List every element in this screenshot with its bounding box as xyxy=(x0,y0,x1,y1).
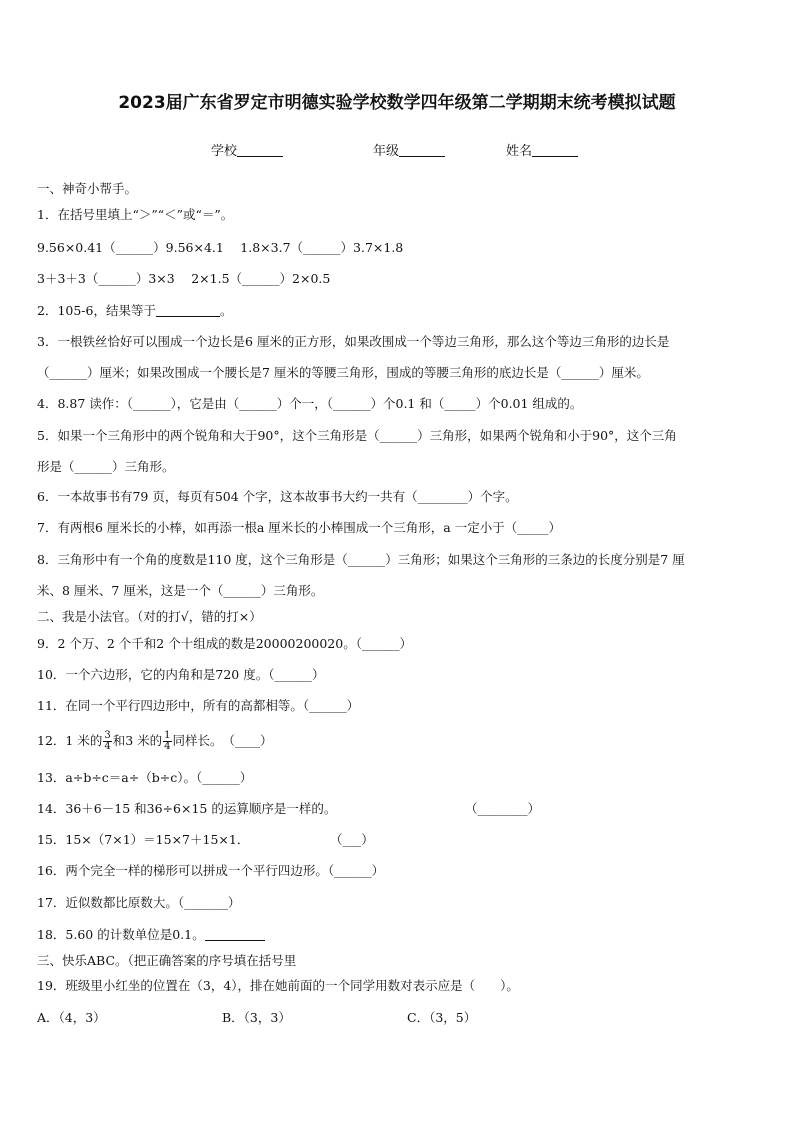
question-13: 13．a÷b÷c＝a÷（b÷c）。（______） xyxy=(37,770,253,785)
name-label: 姓名 xyxy=(506,144,533,159)
section-1-heading: 一、神奇小帮手。 xyxy=(37,181,138,196)
question-6: 6．一本故事书有79 页，每页有504 个字，这本故事书大约一共有（________）个字。 xyxy=(37,489,518,504)
question-19-option-c[interactable]: C．（3，5） xyxy=(407,1010,477,1025)
name-blank[interactable] xyxy=(532,143,578,157)
question-18-blank[interactable] xyxy=(205,928,265,941)
question-2-text: 2．105-6，结果等于 xyxy=(37,303,156,318)
fraction-1-denominator: 4 xyxy=(104,741,111,752)
school-blank[interactable] xyxy=(237,143,283,157)
page-title: 2023届广东省罗定市明德实验学校数学四年级第二学期期末统考模拟试题 xyxy=(118,93,676,113)
grade-blank[interactable] xyxy=(399,143,445,157)
question-16: 16．两个完全一样的梯形可以拼成一个平行四边形。（______） xyxy=(37,863,385,878)
question-1-row-1: 9.56×0.41（______）9.56×4.1 1.8×3.7（______）3.7×1.8 xyxy=(37,240,404,255)
name-field xyxy=(506,140,578,159)
question-12-text-b: 和3 米的 xyxy=(112,733,163,748)
question-15-answer[interactable]: （___） xyxy=(330,832,374,847)
question-19: 19．班级里小红坐的位置在（3，4），排在她前面的一个同学用数对表示应是（ ）。 xyxy=(37,978,519,993)
question-18 xyxy=(37,927,265,943)
question-5-line-2: 形是（______）三角形。 xyxy=(37,459,175,474)
question-12 xyxy=(37,726,273,756)
school-field xyxy=(211,140,283,159)
question-9: 9．2 个万、2 个千和2 个十组成的数是20000200020。（______） xyxy=(37,636,412,651)
question-12-text-a: 12．1 米的 xyxy=(37,733,103,748)
question-3-line-1: 3．一根铁丝恰好可以围成一个边长是6 厘米的正方形，如果改围成一个等边三角形，那么这个等边三角形的边长是 xyxy=(37,334,670,349)
fraction-1-numerator: 3 xyxy=(104,730,111,741)
question-1: 1．在括号里填上“＞”“＜”或“＝”。 xyxy=(37,207,234,222)
question-14: 14．36＋6－15 和36÷6×15 的运算顺序是一样的。 xyxy=(37,801,337,816)
fraction-one-quarter xyxy=(163,731,171,752)
question-19-option-b[interactable]: B．（3，3） xyxy=(222,1010,291,1025)
question-7: 7．有两根6 厘米长的小棒，如再添一根a 厘米长的小棒围成一个三角形，a 一定小于（_____） xyxy=(37,520,561,535)
question-12-text-c: 同样长。 （____） xyxy=(172,733,273,748)
grade-label: 年级 xyxy=(373,144,400,159)
question-18-text: 18．5.60 的计数单位是0.1。 xyxy=(37,927,205,942)
fraction-three-quarters xyxy=(103,731,111,752)
question-11: 11．在同一个平行四边形中，所有的高都相等。（______） xyxy=(37,698,360,713)
question-15: 15．15×（7×1）＝15×7＋15×1． xyxy=(37,832,250,847)
question-10: 10．一个六边形，它的内角和是720 度。（______） xyxy=(37,667,325,682)
question-19-option-a[interactable]: A．（4，3） xyxy=(37,1010,106,1025)
fraction-2-numerator: 1 xyxy=(164,730,171,741)
question-1-row-2: 3＋3＋3（______）3×3 2×1.5（______）2×0.5 xyxy=(37,271,331,286)
fraction-2-denominator: 4 xyxy=(164,741,171,752)
question-4: 4．8.87 读作：（______），它是由（______）个一，（______）个0.1 和（_____）个0.01 组成的。 xyxy=(37,396,583,411)
question-14-answer[interactable]: （________） xyxy=(465,801,541,816)
question-2-end: 。 xyxy=(220,303,233,318)
grade-field xyxy=(373,140,445,159)
section-2-heading: 二、我是小法官。（对的打√，错的打×） xyxy=(37,609,262,624)
school-label: 学校 xyxy=(211,144,238,159)
question-8-line-2: 米、8 厘米、7 厘米，这是一个（______）三角形。 xyxy=(37,583,324,598)
question-2-blank[interactable] xyxy=(156,304,220,317)
question-8-line-1: 8．三角形中有一个角的度数是110 度，这个三角形是（______）三角形；如果这个三角形的三条边的长度分别是7 厘 xyxy=(37,552,685,567)
section-3-heading: 三、快乐ABC。（把正确答案的序号填在括号里 xyxy=(37,953,297,968)
question-5-line-1: 5．如果一个三角形中的两个锐角和大于90°，这个三角形是（______）三角形，如果两个锐角和小于90°，这个三角 xyxy=(37,428,677,443)
question-17: 17．近似数都比原数大。（_______） xyxy=(37,895,241,910)
question-2 xyxy=(37,303,233,319)
question-3-line-2: （______）厘米；如果改围成一个腰长是7 厘米的等腰三角形，围成的等腰三角形的底边长是（______）厘米。 xyxy=(37,365,649,380)
